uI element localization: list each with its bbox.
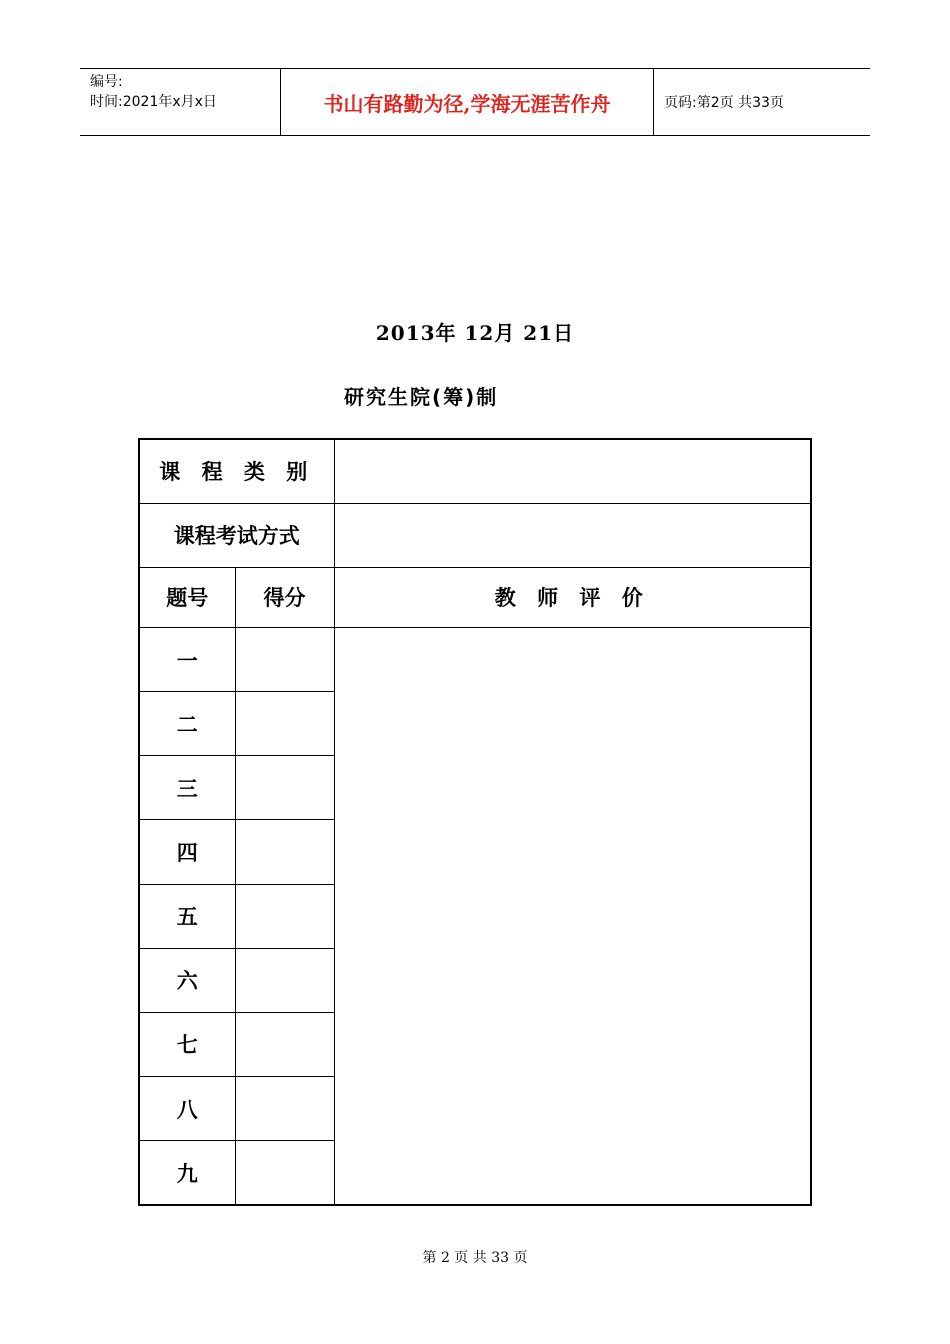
question-no-2: 二 [139, 692, 235, 756]
exam-method-value[interactable] [334, 503, 811, 567]
course-category-row [139, 439, 811, 503]
exam-method-label: 课程考试方式 [139, 503, 334, 567]
question-no-5: 五 [139, 884, 235, 948]
score-cell-2[interactable] [235, 692, 334, 756]
course-category-value[interactable] [334, 439, 811, 503]
course-category-label: 课 程 类 别 [139, 439, 334, 503]
score-cell-5[interactable] [235, 884, 334, 948]
score-cell-8[interactable] [235, 1077, 334, 1141]
question-no-6: 六 [139, 948, 235, 1012]
question-no-9: 九 [139, 1141, 235, 1205]
score-cell-7[interactable] [235, 1012, 334, 1076]
document-maker: 研究生院(筹)制 [344, 385, 499, 409]
header-motto: 书山有路勤为径,学海无涯苦作舟 [323, 91, 611, 116]
question-no-3: 三 [139, 756, 235, 820]
header-motto-cell [281, 69, 654, 135]
score-cell-4[interactable] [235, 820, 334, 884]
table-header-row [139, 567, 811, 627]
page-header [80, 68, 870, 136]
score-cell-1[interactable] [235, 627, 334, 691]
question-no-8: 八 [139, 1077, 235, 1141]
question-no-7: 七 [139, 1012, 235, 1076]
table-row [139, 627, 811, 691]
question-no-1: 一 [139, 627, 235, 691]
score-cell-3[interactable] [235, 756, 334, 820]
question-no-4: 四 [139, 820, 235, 884]
header-meta [80, 69, 281, 135]
header-number-label: 编号: [90, 74, 123, 90]
teacher-eval-cell[interactable] [334, 627, 811, 1205]
page-footer: 第 2 页 共 33 页 [422, 1250, 528, 1266]
grading-table [138, 438, 812, 1206]
score-cell-9[interactable] [235, 1141, 334, 1205]
teacher-eval-header: 教 师 评 价 [334, 567, 811, 627]
header-page-info: 页码:第2页 共33页 [664, 95, 784, 111]
document-date: 2013年 12月 21日 [375, 321, 575, 345]
score-header: 得分 [235, 567, 334, 627]
score-cell-6[interactable] [235, 948, 334, 1012]
exam-method-row [139, 503, 811, 567]
question-no-header: 题号 [139, 567, 235, 627]
header-time-label: 时间:2021年x月x日 [90, 94, 217, 110]
